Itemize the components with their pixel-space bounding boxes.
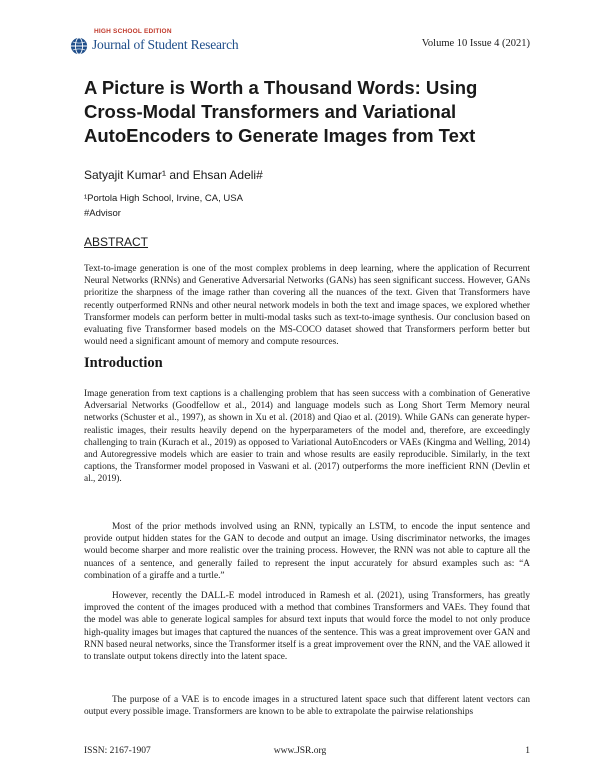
author-list: Satyajit Kumar¹ and Ehsan Adeli#: [84, 168, 263, 182]
abstract-heading: ABSTRACT: [84, 235, 149, 249]
intro-paragraph-3: However, recently the DALL-E model introduced in Ramesh et al. (2021), using Transformers, has greatly improved the content of the images produced with a method that combines Transformers and VAEs. They found that the model was able to generate logical samples for absurd text inputs that would force the model to not only produce high-quality images but images that captured the nuances of the sentence. This was a great improvement over GAN and RNN based neural networks, since the Transformer itself is a great improvement over the RNN, and the VAE allowed it to translate output tokens directly into the latent space.: [84, 591, 530, 663]
intro-paragraph-2: Most of the prior methods involved using an RNN, typically an LSTM, to encode the input sentence and provide output hidden states for the GAN to decode and output an image. Using discriminator networks, the images would become sharper and more realistic over the training process. However, the RNN was not able to capture all the nuances of a sentence, and generally failed to represent the input accurately for absurd examples such as: “A combination of a giraffe and a turtle.”: [84, 522, 530, 581]
introduction-heading: Introduction: [84, 355, 163, 371]
title-line-2: Cross-Modal Transformers and Variational: [84, 101, 457, 122]
intro-paragraph-1: Image generation from text captions is a challenging problem that has seen success with a combination of Generative Adversarial Networks (Goodfellow et al., 2014) and language models such as Long Short Term Memory neural networks (Schuster et al., 1997), as shown in Xu et al. (2018) and Qiao et al. (2019). While GANs can generate hyper-realistic images, their results heavily depend on the hyperparameters of the model and, therefore, are exceedingly challenging to train (Kurach et al., 2019) as opposed to Variational AutoEncoders or VAEs (Kingma and Welling, 2014) and Autoregressive models which are easier to train and whose results are easily reproducible. Similarly, in the text captions, the Transformer model proposed in Vaswani et al. (2017) outperforms the more inefficient RNN (Devlin et al., 2019).: [84, 389, 530, 485]
title-line-3: AutoEncoders to Generate Images from Text: [84, 125, 476, 146]
paper-title: [84, 76, 534, 148]
affiliation-advisor: #Advisor: [84, 208, 121, 219]
page-number: 1: [525, 746, 530, 756]
footer-issn: ISSN: 2167-1907: [84, 746, 151, 756]
logo-journal-name: Journal of Student Research: [92, 37, 239, 52]
abstract-text: Text-to-image generation is one of the most complex problems in deep learning, where the application of Recurrent Neural Networks (RNNs) and Generative Adversarial Networks (GANs) has seen significant success. However, GANs prioritize the sharpness of the image rather than covering all the nuances of the text. Given that Transformers have recently outperformed RNNs and other neural network models in both the text and image spaces, we explored whether Transformer models can perform better in multi-modal tasks such as text-to-image synthesis. Our conclusion based on evaluating five Transformer based models on the MS-COCO dataset showed that Transformers perform better but would need a significant amount of memory and compute resources.: [84, 264, 530, 348]
volume-issue: Volume 10 Issue 4 (2021): [421, 38, 530, 49]
journal-logo[interactable]: [70, 26, 250, 60]
title-line-1: A Picture is Worth a Thousand Words: Using: [84, 77, 478, 98]
affiliation-school: ¹Portola High School, Irvine, CA, USA: [84, 193, 243, 204]
logo-edition-text: HIGH SCHOOL EDITION: [94, 28, 172, 35]
footer-url[interactable]: www.JSR.org: [273, 746, 327, 756]
globe-icon: [70, 37, 88, 55]
intro-paragraph-4: The purpose of a VAE is to encode images in a structured latent space such that different latent vectors can output every possible image. Transformers are known to be able to extrapolate the pairwise relationships: [84, 695, 530, 718]
